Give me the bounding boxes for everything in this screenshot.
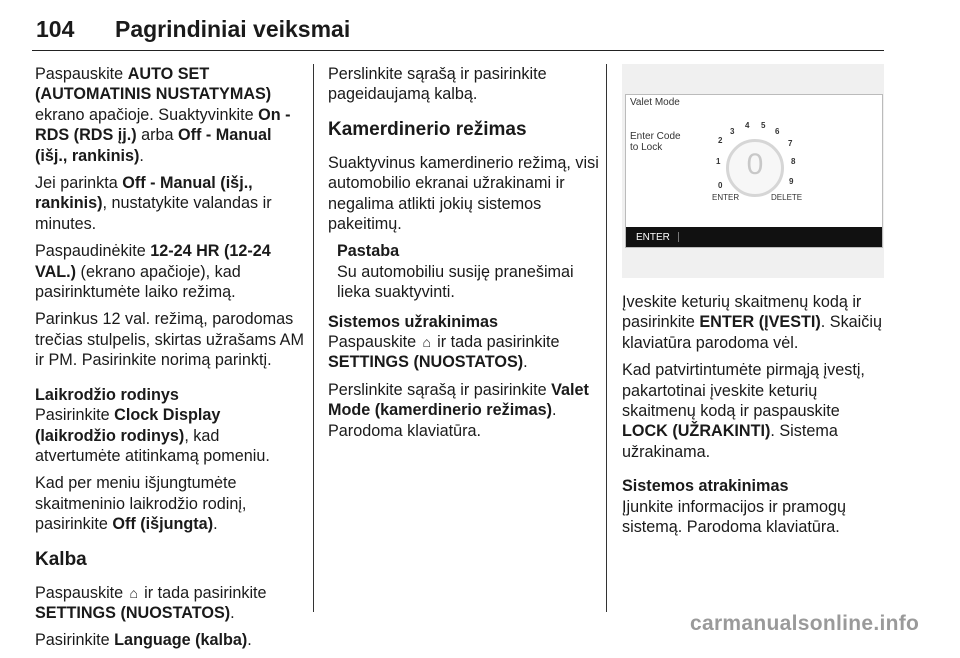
digit-1: 1 (716, 157, 721, 166)
input-bar (626, 227, 882, 247)
subheading-clock-display: Laikrodžio rodinys (35, 385, 179, 404)
dial-value: 0 (746, 148, 764, 181)
home-icon: ⌂ (129, 584, 138, 601)
subheading-system-lock: Sistemos užrakinimas (328, 312, 499, 331)
note-text: Su automobiliu susiję pranešimai lieka suaktyvinti. (337, 262, 574, 302)
paragraph: Perslinkite sąrašą ir pasirinkite pageidaujamą kalbą. (328, 65, 547, 104)
page-number: 104 (36, 16, 75, 42)
digit-6: 6 (775, 127, 780, 136)
column-3 (622, 292, 884, 544)
digit-0: 0 (718, 181, 723, 190)
page-header (32, 14, 884, 51)
paragraph: Paspaudinėkite 12-24 HR (12-24 VAL.) (ekrano apačioje), kad pasirinktumėte laiko režimą. (35, 242, 271, 302)
section-heading-language: Kalba (35, 548, 87, 570)
home-icon: ⌂ (422, 334, 431, 351)
paragraph: Paspauskite ⌂ ir tada pasirinkite SETTINGS (NUOSTATOS). (328, 333, 560, 372)
digit-8: 8 (791, 157, 796, 166)
digit-4: 4 (745, 121, 750, 130)
screen-display (625, 94, 883, 248)
column-divider (606, 64, 607, 612)
paragraph: Pasirinkite Clock Display (laikrodžio rodinys), kad atvertumėte atitinkamą pomeniu. (35, 406, 270, 465)
watermark: carmanualsonline.info (690, 612, 920, 635)
paragraph: Paspauskite AUTO SET (AUTOMATINIS NUSTATYMAS) ekrano apačioje. Suaktyvinkite On - RDS (RDS įj.) arba Off - Manual (išj., rankinis). (35, 65, 291, 165)
enter-code-label: Enter Code to Lock (630, 131, 681, 153)
screen-delete-button[interactable]: DELETE (771, 193, 803, 202)
note-box (328, 241, 600, 302)
digit-9: 9 (789, 177, 794, 186)
screen-enter-button[interactable]: ENTER (712, 193, 740, 202)
column-divider (313, 64, 314, 612)
paragraph: Jei parinkta Off - Manual (išj., rankinis), nustatykite valandas ir minutes. (35, 174, 272, 233)
code-dial[interactable] (726, 139, 784, 197)
paragraph: Paspauskite ⌂ ir tada pasirinkite SETTINGS (NUOSTATOS). (35, 583, 267, 622)
valet-mode-screenshot (622, 64, 884, 278)
paragraph: Kad per meniu išjungtumėte skaitmeninio laikrodžio rodinį, pasirinkite Off (išjungta). (35, 474, 247, 534)
digit-5: 5 (761, 121, 766, 130)
note-title: Pastaba (337, 242, 400, 261)
chapter-title: Pagrindiniai veiksmai (115, 16, 351, 42)
paragraph: Suaktyvinus kamerdinerio režimą, visi automobilio ekranai užrakinami ir negalima atlikti jokių sistemos pakeitimų. (328, 153, 599, 234)
column-1 (35, 64, 305, 658)
digit-3: 3 (730, 127, 735, 136)
paragraph: Parinkus 12 val. režimą, parodomas trečias stulpelis, skirtas užrašams AM ir PM. Pasirinkite norimą parinktį. (35, 310, 304, 370)
paragraph: Kad patvirtintumėte pirmąją įvestį, pakartotinai įveskite keturių skaitmenų kodą ir paspauskite LOCK (UŽRAKINTI). Sistema užrakinama. (622, 361, 865, 461)
text-cursor (678, 232, 679, 242)
paragraph: Įveskite keturių skaitmenų kodą ir pasirinkite ENTER (ĮVESTI). Skaičių klaviatūra parodoma vėl. (622, 293, 882, 352)
paragraph: Įjunkite informacijos ir pramogų sistemą. Parodoma klaviatūra. (622, 497, 847, 537)
column-2 (328, 64, 600, 448)
paragraph: Pasirinkite Language (kalba). (35, 631, 252, 650)
section-heading-valet-mode: Kamerdinerio režimas (328, 118, 527, 140)
subheading-system-unlock: Sistemos atrakinimas (622, 477, 789, 496)
digit-7: 7 (788, 139, 793, 148)
screen-title: Valet Mode (630, 97, 680, 108)
input-bar-label: ENTER (636, 232, 670, 243)
paragraph: Perslinkite sąrašą ir pasirinkite Valet Mode (kamerdinerio režimas). Parodoma klaviatūra. (328, 380, 589, 440)
digit-2: 2 (718, 136, 723, 145)
